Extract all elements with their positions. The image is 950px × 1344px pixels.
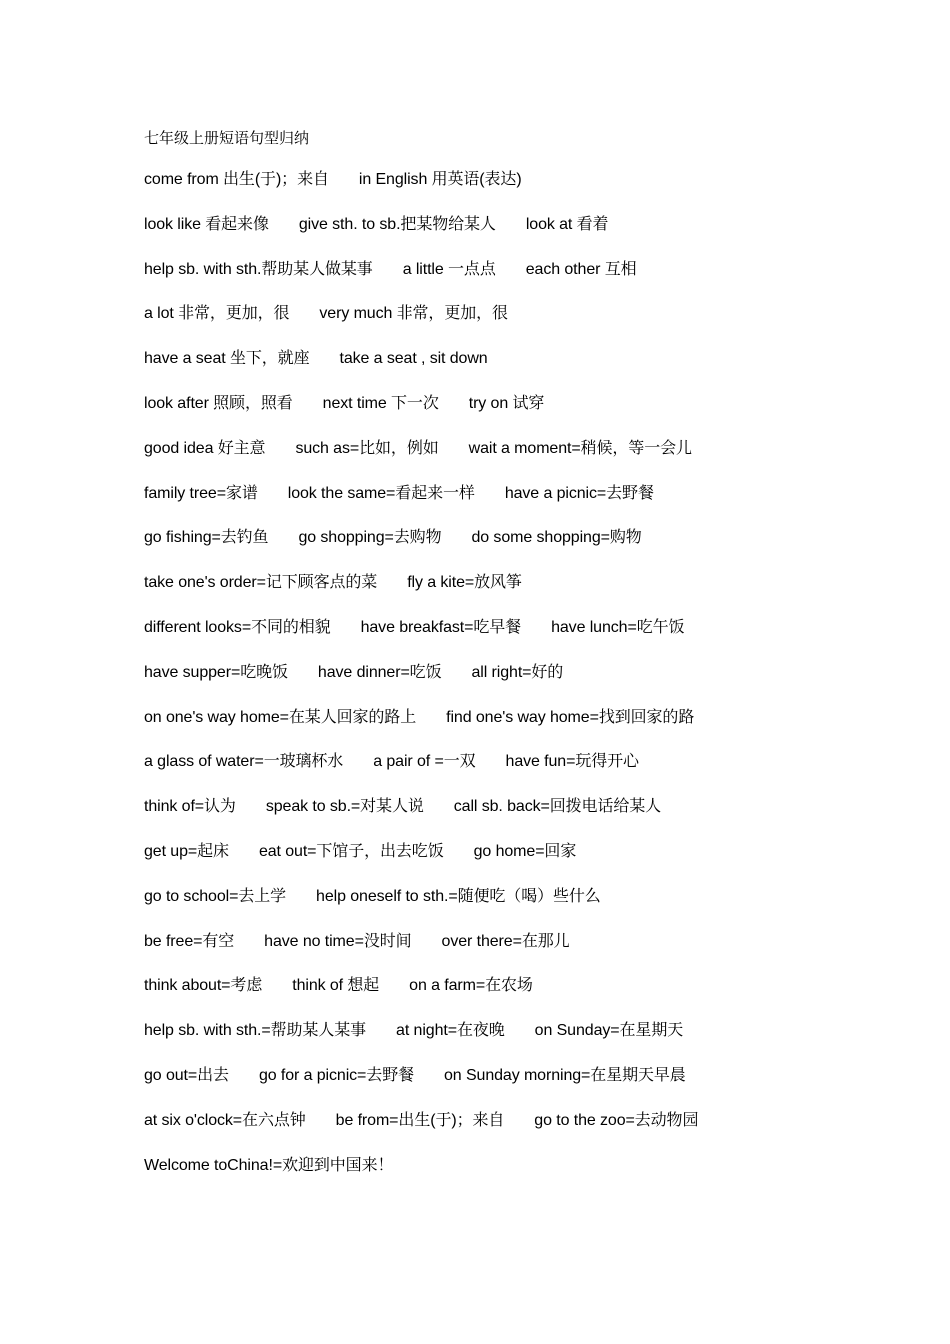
phrase-item: fly a kite=放风筝 xyxy=(407,574,522,592)
phrase-item: have fun=玩得开心 xyxy=(505,753,639,771)
phrase-item: at night=在夜晚 xyxy=(396,1022,505,1040)
phrase-item: go for a picnic=去野餐 xyxy=(258,1066,414,1084)
phrase-item: a pair of =一双 xyxy=(373,753,476,771)
phrase-item: help oneself to sth.=随便吃（喝）些什么 xyxy=(316,887,601,905)
phrase-item: go to the zoo=去动物园 xyxy=(534,1111,699,1129)
phrase-line xyxy=(144,842,924,887)
phrase-line xyxy=(144,708,924,753)
phrase-item: different looks=不同的相貌 xyxy=(144,618,331,636)
phrase-item: a glass of water=一玻璃杯水 xyxy=(144,753,344,771)
phrase-item: over there=在那儿 xyxy=(441,932,570,950)
phrase-item: be from=出生(于)；来自 xyxy=(335,1111,505,1129)
phrase-item: have supper=吃晚饭 xyxy=(144,663,288,681)
phrase-item: at six o'clock=在六点钟 xyxy=(144,1111,306,1129)
phrase-item: help sb. with sth.=帮助某人某事 xyxy=(144,1022,367,1040)
phrase-item: think about=考虑 xyxy=(144,977,263,995)
phrase-item: go home=回家 xyxy=(473,842,577,860)
phrase-line xyxy=(144,528,924,573)
phrase-line xyxy=(144,976,924,1021)
phrase-item: go fishing=去钓鱼 xyxy=(144,529,269,547)
phrase-line xyxy=(144,170,924,215)
phrase-line xyxy=(144,484,924,529)
phrase-item: go out=出去 xyxy=(144,1066,229,1084)
phrase-item: on Sunday=在星期天 xyxy=(534,1022,684,1040)
phrase-list xyxy=(144,170,924,1200)
phrase-item: on Sunday morning=在星期天早晨 xyxy=(444,1066,686,1084)
phrase-item: very much 非常，更加，很 xyxy=(319,305,508,323)
phrase-item: such as=比如，例如 xyxy=(295,439,439,457)
phrase-line xyxy=(144,618,924,663)
phrase-item: look like 看起来像 xyxy=(144,215,269,233)
phrase-item: next time 下一次 xyxy=(322,394,439,412)
phrase-line xyxy=(144,394,924,439)
phrase-item: have lunch=吃午饭 xyxy=(551,618,685,636)
phrase-item: a little 一点点 xyxy=(402,260,496,278)
phrase-item: speak to sb.=对某人说 xyxy=(265,798,424,816)
phrase-line xyxy=(144,260,924,305)
phrase-line xyxy=(144,304,924,349)
phrase-item: wait a moment=稍候，等一会儿 xyxy=(468,439,692,457)
phrase-line xyxy=(144,215,924,260)
phrase-line xyxy=(144,1111,924,1156)
phrase-item: look the same=看起来一样 xyxy=(287,484,475,502)
phrase-line xyxy=(144,1021,924,1066)
phrase-item: take one's order=记下顾客点的菜 xyxy=(144,574,378,592)
phrase-item: look after 照顾，照看 xyxy=(144,394,293,412)
phrase-line xyxy=(144,1066,924,1111)
phrase-item: on a farm=在农场 xyxy=(409,977,533,995)
phrase-item: have no time=没时间 xyxy=(264,932,412,950)
phrase-item: think of=认为 xyxy=(144,798,236,816)
phrase-item: come from 出生(于)；来自 xyxy=(144,171,329,188)
phrase-line xyxy=(144,573,924,618)
phrase-item: all right=好的 xyxy=(471,663,564,681)
phrase-item: family tree=家谱 xyxy=(144,484,258,502)
phrase-item: eat out=下馆子，出去吃饭 xyxy=(258,842,444,860)
phrase-item: have a seat 坐下，就座 xyxy=(144,350,310,368)
phrase-line xyxy=(144,349,924,394)
phrase-line xyxy=(144,887,924,932)
phrase-item: a lot 非常，更加，很 xyxy=(144,305,290,323)
phrase-item: go shopping=去购物 xyxy=(298,529,442,547)
phrase-item: give sth. to sb.把某物给某人 xyxy=(298,215,496,233)
phrase-item: each other 互相 xyxy=(525,260,637,278)
phrase-item: have a picnic=去野餐 xyxy=(504,484,654,502)
phrase-item: try on 试穿 xyxy=(468,394,545,412)
phrase-item: call sb. back=回拨电话给某人 xyxy=(453,798,662,816)
phrase-item: have dinner=吃饭 xyxy=(317,663,442,681)
phrase-line xyxy=(144,1156,924,1201)
phrase-line xyxy=(144,932,924,977)
phrase-item: have breakfast=吃早餐 xyxy=(360,618,522,636)
phrase-item: get up=起床 xyxy=(144,842,229,860)
phrase-item: think of 想起 xyxy=(292,977,380,995)
phrase-item: good idea 好主意 xyxy=(144,439,266,457)
phrase-item: go to school=去上学 xyxy=(144,887,287,905)
phrase-item: on one's way home=在某人回家的路上 xyxy=(144,708,417,726)
phrase-item: take a seat , sit down xyxy=(339,350,488,368)
phrase-item: do some shopping=购物 xyxy=(471,529,642,547)
phrase-item: look at 看着 xyxy=(525,215,609,233)
phrase-item: in English 用英语(表达) xyxy=(358,171,522,188)
phrase-line xyxy=(144,752,924,797)
phrase-line xyxy=(144,663,924,708)
phrase-line xyxy=(144,439,924,484)
phrase-item: Welcome toChina!=欢迎到中国来！ xyxy=(144,1156,394,1174)
document-title: 七年级上册短语句型归纳 xyxy=(144,129,310,147)
phrase-item: be free=有空 xyxy=(144,932,235,950)
phrase-item: help sb. with sth.帮助某人做某事 xyxy=(144,260,373,278)
phrase-item: find one's way home=找到回家的路 xyxy=(446,708,695,726)
phrase-line xyxy=(144,797,924,842)
